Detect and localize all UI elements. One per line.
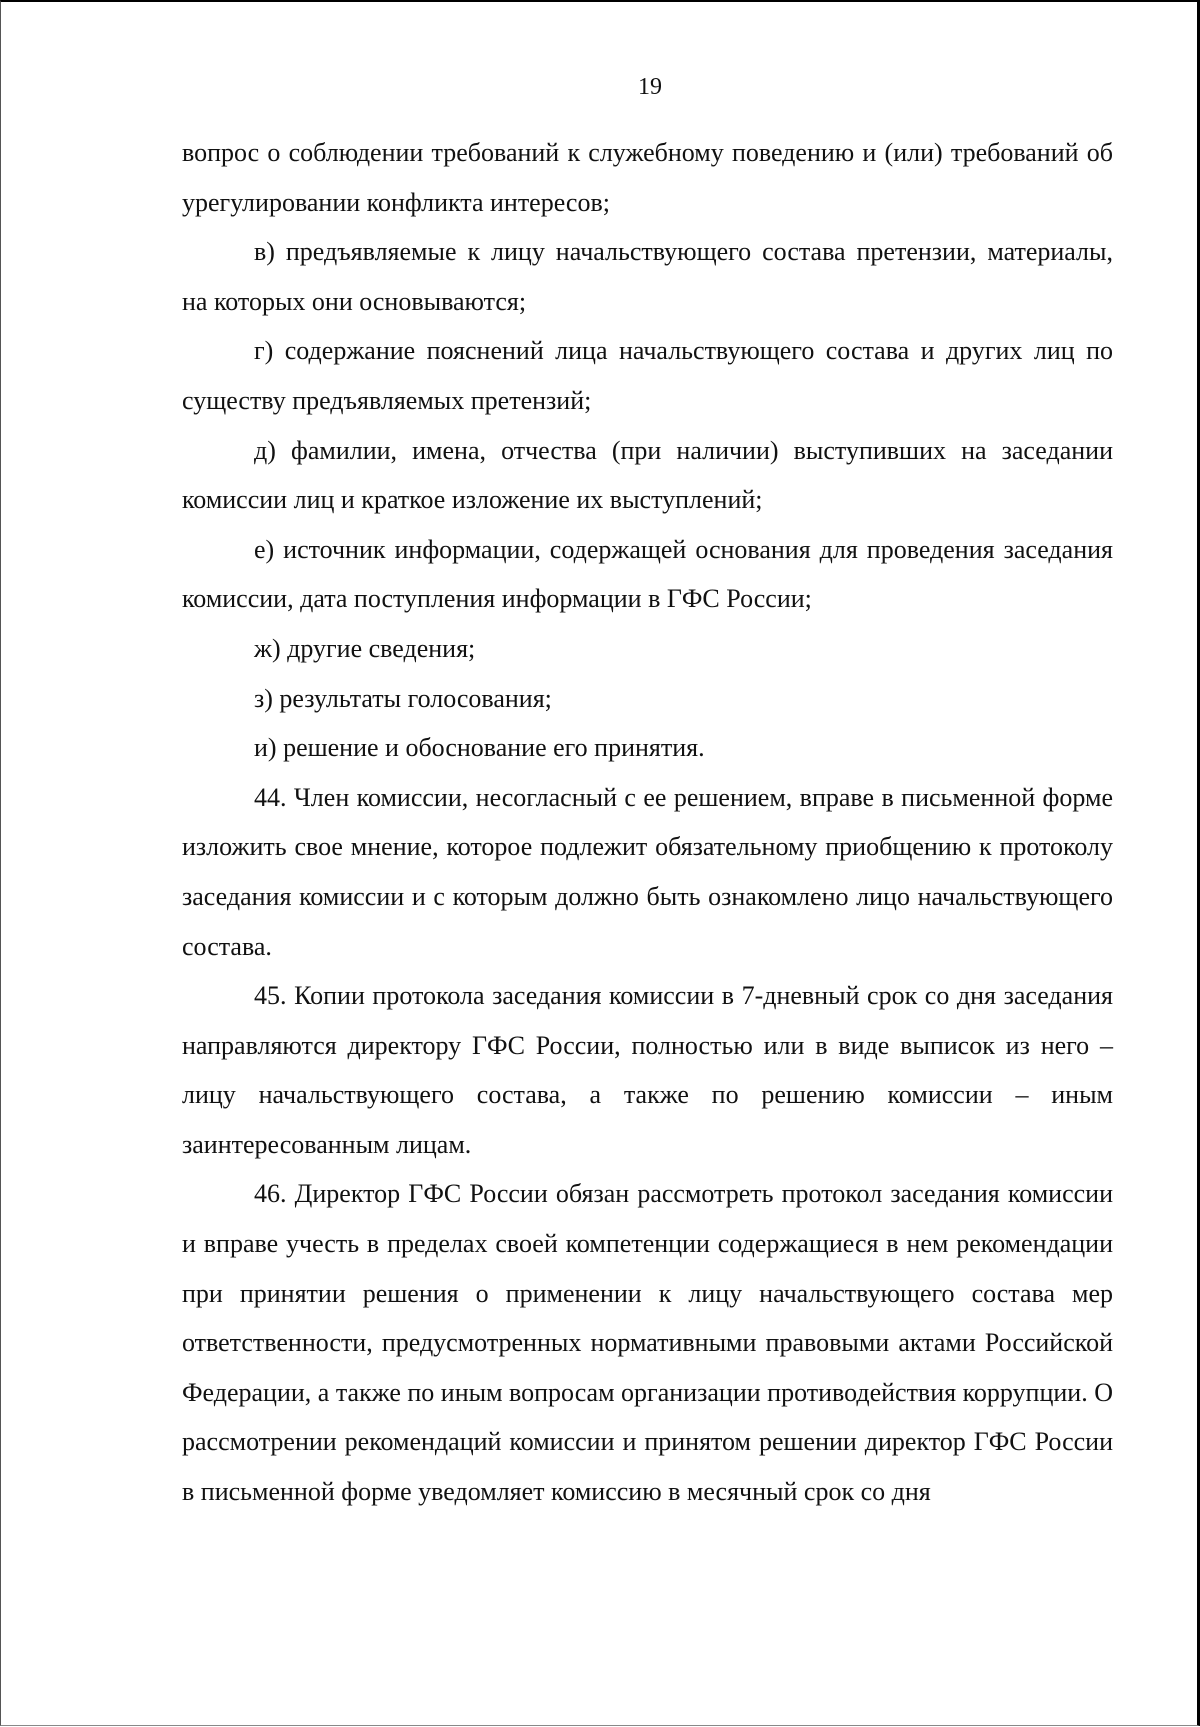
paragraph-item-i: и) решение и обоснование его принятия. [254, 733, 705, 763]
paragraph-clause-45: 45. Копии протокола заседания комиссии в 7-дневный срок со дня заседания направляются директору ГФС России, полностью или в виде выписок из него – лицу начальствующего состава, а также по решению комиссии – иным заинтересованным лицам. [182, 981, 1113, 1159]
paragraph-continuation-ethics: вопрос о соблюдении требований к служебному поведению и (или) требований об урегулировании конфликта интересов; [182, 138, 1113, 217]
paragraph-item-e: е) источник информации, содержащей основания для проведения заседания комиссии, дата поступления информации в ГФС России; [182, 534, 1113, 614]
document-body [182, 128, 1113, 1517]
paragraph-item-z: з) результаты голосования; [254, 683, 552, 713]
page-number: 19 [638, 74, 662, 100]
paragraph-item-zh: ж) другие сведения; [254, 633, 476, 663]
paragraph-clause-44: 44. Член комиссии, несогласный с ее решением, вправе в письменной форме изложить свое мнение, которое подлежит обязательному приобщению к протоколу заседания комиссии и с которым должно быть ознакомлено лицо начальствующего состава. [182, 782, 1113, 961]
paragraph-item-d: д) фамилии, имена, отчества (при наличии) выступивших на заседании комиссии лиц и краткое изложение их выступлений; [182, 435, 1113, 515]
paragraph-clause-46: 46. Директор ГФС России обязан рассмотреть протокол заседания комиссии и вправе учесть в пределах своей компетенции содержащиеся в нем рекомендации при принятии решения о применении к лицу начальствующего состава мер ответственности, предусмотренных нормативными правовыми актами Российской Федерации, а также по иным вопросам организации противодействия коррупции. О рассмотрении рекомендаций комиссии и принятом решении директор ГФС России в письменной форме уведомляет комиссию в месячный срок со дня [182, 1179, 1113, 1507]
paragraph-item-g: г) содержание пояснений лица начальствующего состава и других лиц по существу предъявляемых претензий; [182, 336, 1113, 415]
paragraph-item-v: в) предъявляемые к лицу начальствующего состава претензии, материалы, на которых они основываются; [182, 237, 1113, 316]
